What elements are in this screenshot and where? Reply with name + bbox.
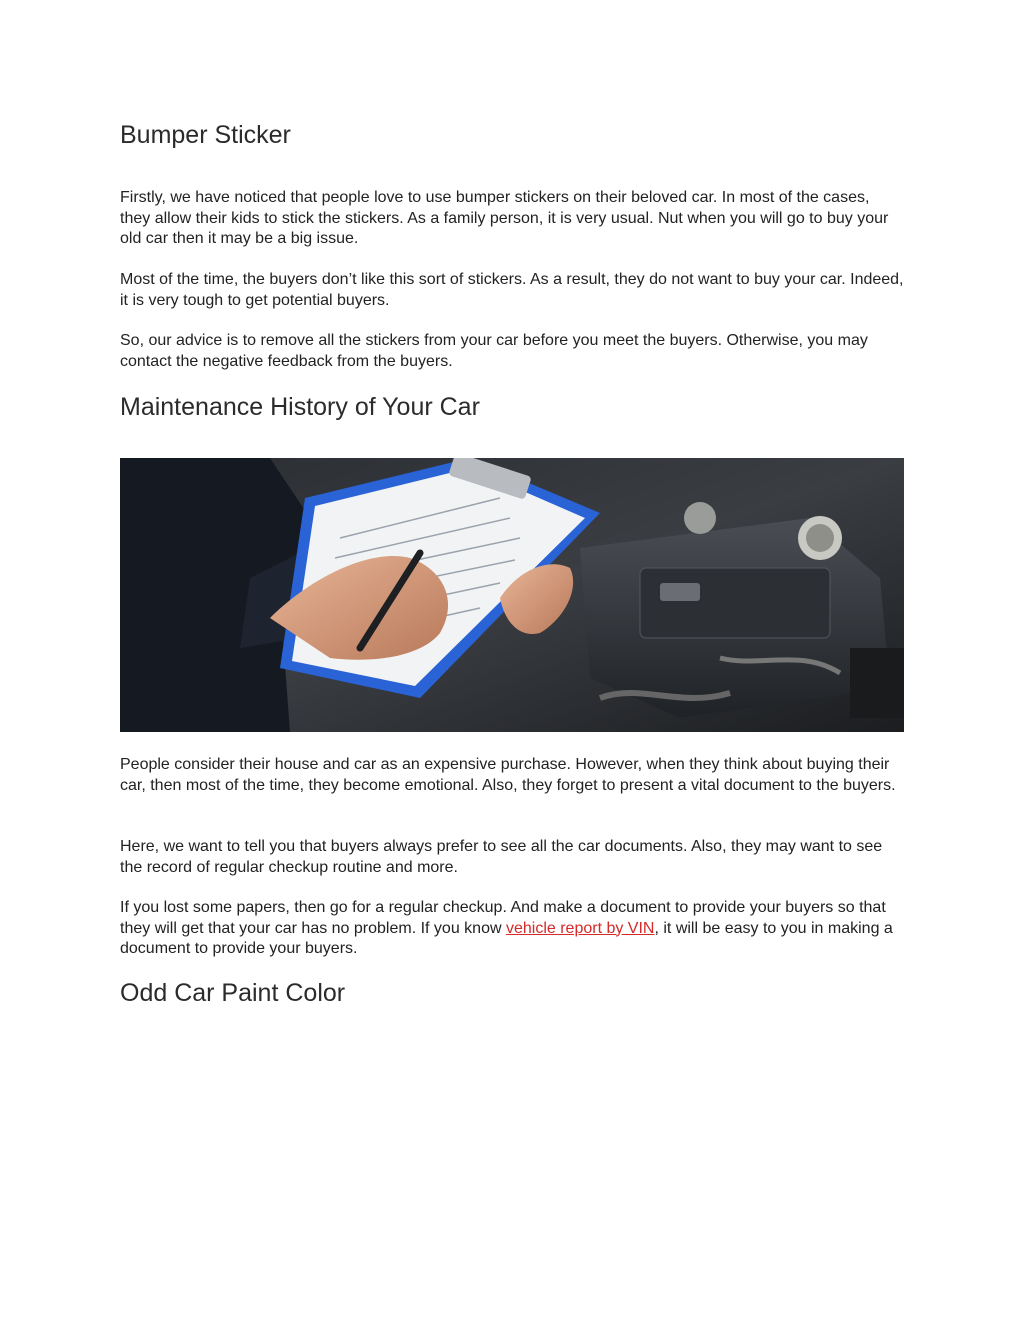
paragraph-bumper-2: Most of the time, the buyers don’t like this sort of stickers. As a result, they do not want to buy your car. Indeed, it is very tough to get potential buyers.: [120, 271, 904, 309]
paragraph-text-after-link: , it will be easy to you in making a document to provide your buyers.: [120, 919, 893, 957]
mechanic-clipboard-engine-photo: [120, 458, 904, 732]
paragraph-maintenance-3: [120, 898, 904, 960]
heading-maintenance-history: Maintenance History of Your Car: [120, 393, 480, 421]
paragraph-maintenance-2: Here, we want to tell you that buyers always prefer to see all the car documents. Also, they may want to see the record of regular checkup routine and more.: [120, 838, 883, 876]
paragraph-maintenance-1: People consider their house and car as an expensive purchase. However, when they think about buying their car, then most of the time, they become emotional. Also, they forget to present a vital document to the buyers.: [120, 756, 896, 794]
heading-odd-car-paint-color: Odd Car Paint Color: [120, 979, 346, 1007]
paragraph-bumper-1: Firstly, we have noticed that people love to use bumper stickers on their beloved car. In most of the cases, they allow their kids to stick the stickers. As a family person, it is very usual. Nut when you will go to buy your old car then it may be a big issue.: [120, 189, 889, 247]
vehicle-report-link[interactable]: vehicle report by VIN: [505, 919, 655, 937]
paragraph-bumper-3: So, our advice is to remove all the stickers from your car before you meet the buyers. Otherwise, you may contact the negative feedback from the buyers.: [120, 332, 868, 370]
heading-bumper-sticker: Bumper Sticker: [120, 121, 291, 149]
paragraph-text-before-link: If you lost some papers, then go for a regular checkup. And make a document to provide your buyers so that they will get that your car has no problem. If you know: [120, 899, 886, 937]
